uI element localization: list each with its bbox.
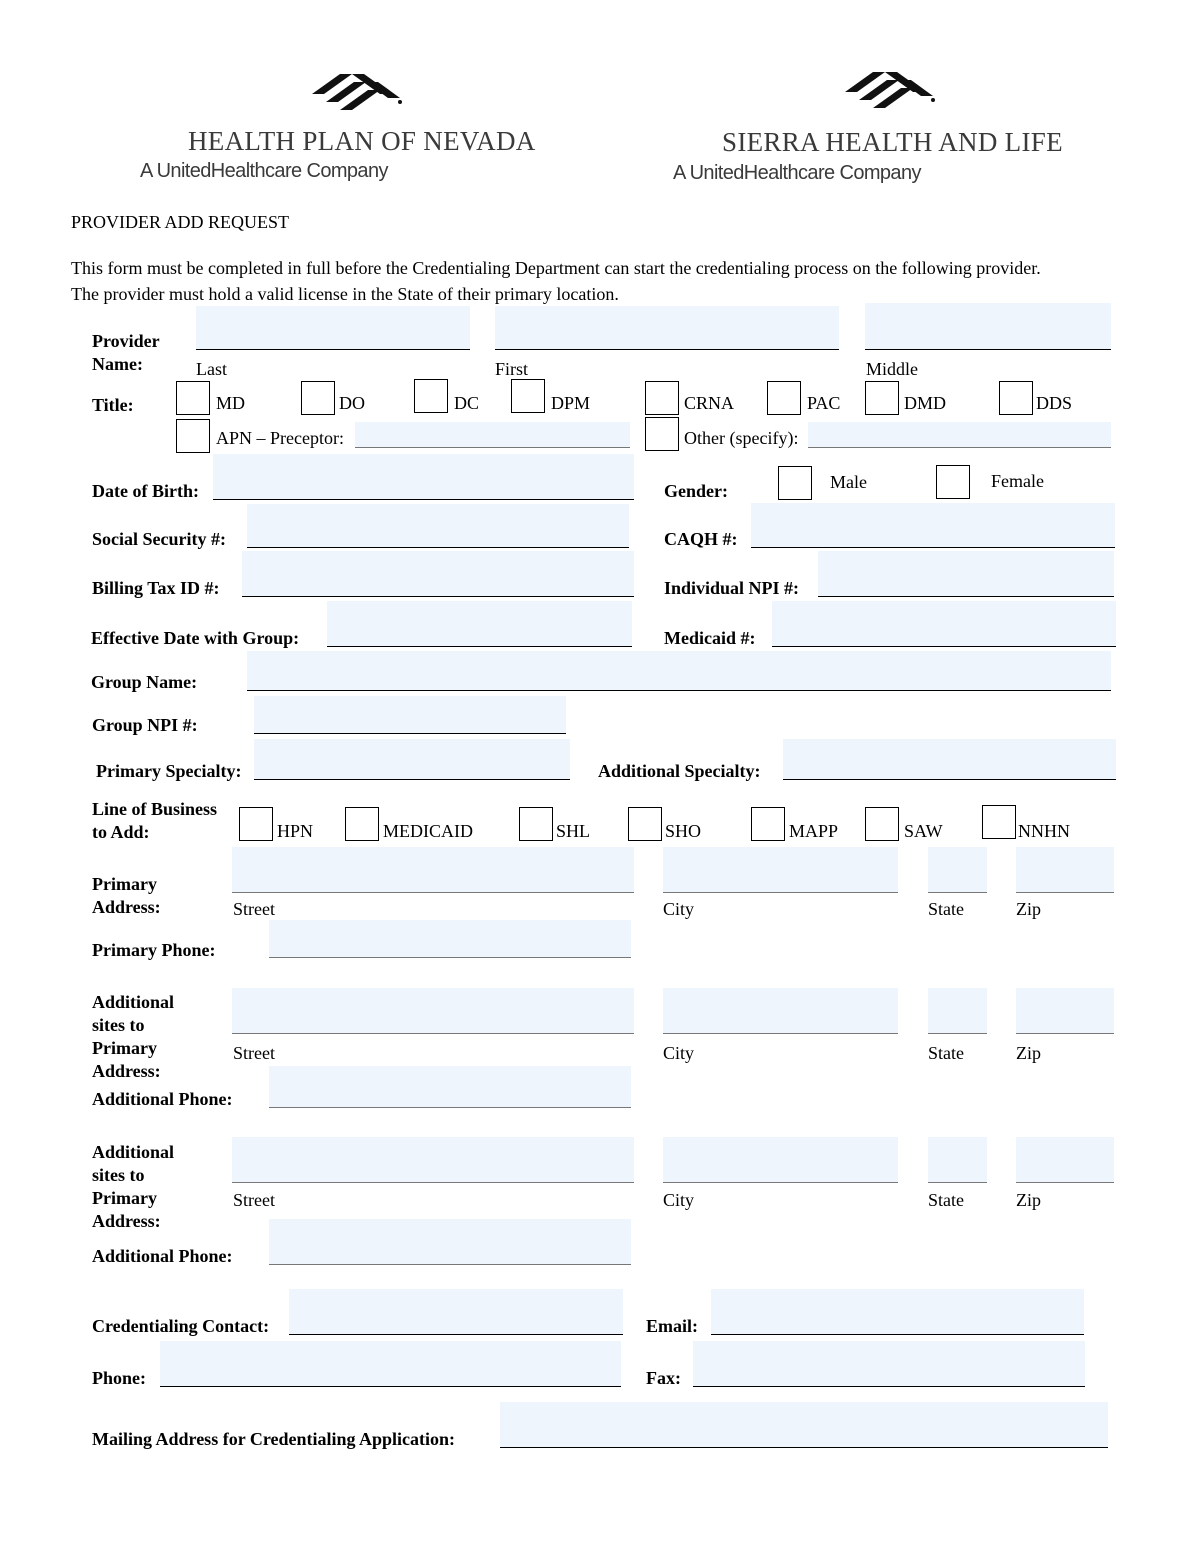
title-pac-label: PAC [807,393,841,413]
email-label: Email: [646,1316,698,1336]
effective-date-field[interactable] [327,601,632,647]
lob-mapp-label: MAPP [789,821,839,841]
middle-name-field[interactable] [865,303,1111,350]
additional-specialty-field[interactable] [783,739,1116,780]
dob-field[interactable] [213,454,634,500]
title-pac-checkbox[interactable] [767,381,801,415]
line-of-business-label: Line of Business to Add: [92,799,218,842]
additional-phone-2-field[interactable] [269,1219,631,1265]
primary-zip-caption: Zip [1016,899,1041,919]
primary-address-label: Primary Address: [92,874,161,917]
first-name-caption: First [495,359,529,379]
shl-logo-icon [845,70,937,110]
lob-saw-checkbox[interactable] [865,807,899,841]
additional-1-city-field[interactable] [663,988,898,1034]
medicaid-number-label: Medicaid #: [664,628,756,648]
lob-shl-checkbox[interactable] [519,807,553,841]
apn-preceptor-field[interactable] [355,422,630,448]
mailing-address-label: Mailing Address for Credentialing Application: [92,1429,456,1449]
phone-field[interactable] [160,1341,621,1387]
additional-2-city-caption: City [663,1190,695,1210]
primary-phone-field[interactable] [269,920,631,958]
lob-hpn-checkbox[interactable] [239,807,273,841]
title-dmd-checkbox[interactable] [865,381,899,415]
additional-1-zip-field[interactable] [1016,988,1114,1034]
additional-2-state-field[interactable] [928,1137,987,1183]
shl-logo-subtitle: A UnitedHealthcare Company [673,162,921,184]
fax-field[interactable] [693,1341,1085,1387]
title-dc-label: DC [454,393,480,413]
effective-date-label: Effective Date with Group: [91,628,300,648]
additional-phone-2-label: Additional Phone: [92,1246,233,1266]
additional-1-street-field[interactable] [232,988,634,1034]
additional-phone-1-label: Additional Phone: [92,1089,233,1109]
lob-nnhn-label: NNHN [1018,821,1070,841]
lob-medicaid-checkbox[interactable] [345,807,379,841]
title-crna-checkbox[interactable] [645,381,679,415]
title-apn-label: APN – Preceptor: [216,428,344,448]
title-dpm-label: DPM [551,393,591,413]
primary-street-field[interactable] [232,847,634,893]
primary-phone-label: Primary Phone: [92,940,216,960]
lob-mapp-checkbox[interactable] [751,807,785,841]
primary-specialty-field[interactable] [254,739,570,780]
title-dmd-label: DMD [904,393,947,413]
lob-sho-label: SHO [665,821,702,841]
lob-sho-checkbox[interactable] [628,807,662,841]
title-label: Title: [92,395,134,415]
group-name-field[interactable] [247,651,1111,691]
primary-state-field[interactable] [928,847,987,893]
title-other-checkbox[interactable] [645,417,679,451]
ssn-label: Social Security #: [92,529,226,549]
title-dds-label: DDS [1036,393,1073,413]
hpn-logo-icon [312,72,404,112]
additional-sites-2-label: Additional sites to Primary Address: [92,1142,175,1231]
title-dc-checkbox[interactable] [414,379,448,413]
title-dds-checkbox[interactable] [999,381,1033,415]
caqh-label: CAQH #: [664,529,738,549]
title-md-checkbox[interactable] [176,381,210,415]
individual-npi-label: Individual NPI #: [664,578,800,598]
phone-label: Phone: [92,1368,146,1388]
fax-label: Fax: [646,1368,681,1388]
gender-label: Gender: [664,481,728,501]
title-crna-label: CRNA [684,393,735,413]
individual-npi-field[interactable] [818,551,1114,597]
primary-city-caption: City [663,899,695,919]
intro-line-2: The provider must hold a valid license in the State of their primary location. [71,284,619,304]
gender-female-checkbox[interactable] [936,465,970,499]
provider-name-label: Provider Name: [92,331,160,374]
additional-phone-1-field[interactable] [269,1066,631,1108]
mailing-address-field[interactable] [500,1402,1108,1448]
additional-sites-1-label: Additional sites to Primary Address: [92,992,175,1081]
credentialing-contact-label: Credentialing Contact: [92,1316,270,1336]
form-title: PROVIDER ADD REQUEST [71,212,290,232]
lob-nnhn-checkbox[interactable] [982,805,1016,839]
gender-female-label: Female [991,471,1044,491]
hpn-logo-subtitle: A UnitedHealthcare Company [140,160,388,182]
additional-1-city-caption: City [663,1043,695,1063]
intro-line-1: This form must be completed in full before the Credentialing Department can start the credentialing process on the following provider. [71,258,1041,278]
additional-1-zip-caption: Zip [1016,1043,1041,1063]
lob-shl-label: SHL [556,821,591,841]
primary-street-caption: Street [233,899,275,919]
primary-state-caption: State [928,899,964,919]
lob-hpn-label: HPN [277,821,314,841]
hpn-logo-name: HEALTH PLAN OF NEVADA [188,126,536,156]
gender-male-checkbox[interactable] [778,466,812,500]
additional-2-city-field[interactable] [663,1137,898,1183]
lob-saw-label: SAW [904,821,943,841]
ssn-field[interactable] [247,504,629,548]
title-md-label: MD [216,393,246,413]
first-name-field[interactable] [495,306,839,350]
primary-zip-field[interactable] [1016,847,1114,893]
title-apn-checkbox[interactable] [176,419,210,453]
gender-male-label: Male [830,472,867,492]
title-do-checkbox[interactable] [301,381,335,415]
lob-medicaid-label: MEDICAID [383,821,473,841]
primary-specialty-label: Primary Specialty: [96,761,242,781]
last-name-caption: Last [196,359,227,379]
group-name-label: Group Name: [91,672,198,692]
primary-city-field[interactable] [663,847,898,893]
middle-name-caption: Middle [866,359,918,379]
additional-1-state-field[interactable] [928,988,987,1034]
billing-tax-id-label: Billing Tax ID #: [92,578,220,598]
title-do-label: DO [339,393,365,413]
additional-2-street-caption: Street [233,1190,275,1210]
additional-1-street-caption: Street [233,1043,275,1063]
email-field[interactable] [711,1289,1084,1335]
additional-2-zip-caption: Zip [1016,1190,1041,1210]
title-other-label: Other (specify): [684,428,799,448]
additional-2-street-field[interactable] [232,1137,634,1183]
additional-1-state-caption: State [928,1043,964,1063]
shl-logo-name: SIERRA HEALTH AND LIFE [722,127,1063,157]
additional-2-zip-field[interactable] [1016,1137,1114,1183]
group-npi-label: Group NPI #: [92,715,198,735]
dob-label: Date of Birth: [92,481,199,501]
credentialing-contact-field[interactable] [289,1289,623,1335]
last-name-field[interactable] [196,306,470,350]
group-npi-field[interactable] [254,696,566,734]
additional-2-state-caption: State [928,1190,964,1210]
medicaid-number-field[interactable] [772,601,1116,647]
billing-tax-id-field[interactable] [242,551,634,597]
other-specify-field[interactable] [808,422,1111,448]
additional-specialty-label: Additional Specialty: [598,761,761,781]
caqh-field[interactable] [751,503,1115,548]
title-dpm-checkbox[interactable] [511,379,545,413]
